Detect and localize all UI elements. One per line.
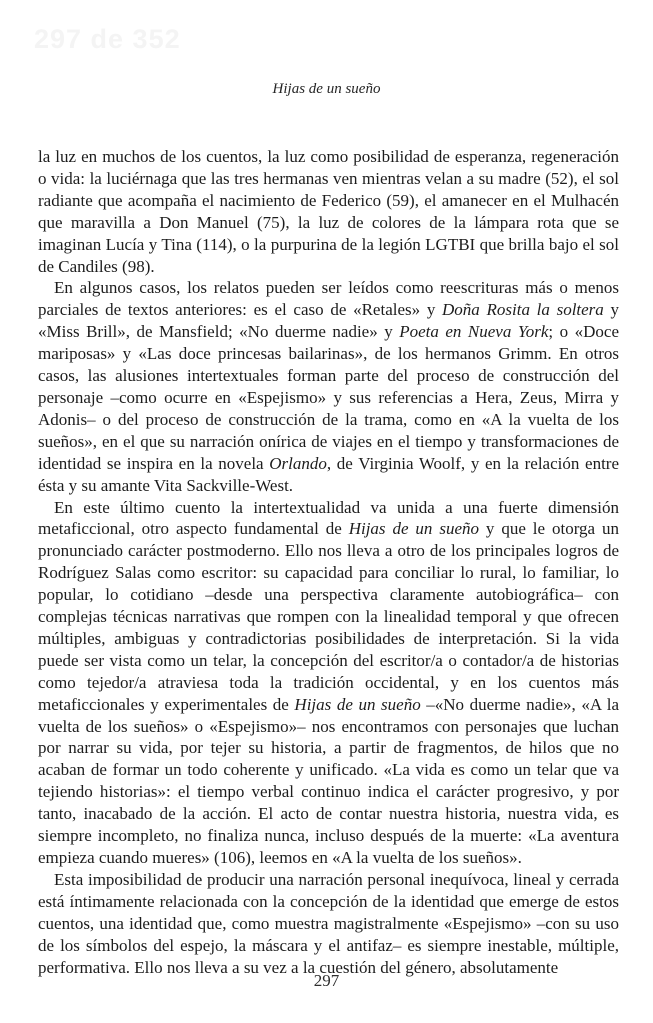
italic-text-run: Hijas de un sueño — [348, 519, 479, 539]
text-run: En este último cuento la intertextualidad va unida a una fuerte dimensión metaficcional, otro aspecto fundamental de — [38, 497, 619, 539]
text-run: –«No duerme nadie», «A la vuelta de los sueños» o «Espejismo»– nos encontramos con personajes que luchan por narrar su vida, por tejer su historia, a partir de fragmentos, de hilos que no acaban de formar un todo coherente y unificado. «La vida es como un telar que va tejiendo historias»: el tiempo verbal continuo indica el carácter progresivo, y por tanto, inacabado de la acción. El acto de contar nuestra historia, nuestra vida, es siempre incompleto, no finaliza nunca, incluso después de la muerte: «La aventura empieza cuando mueres» (106), leemos en «A la vuelta de los sueños». — [38, 694, 620, 867]
page-count-watermark: 297 de 352 — [34, 24, 181, 54]
paragraph — [38, 869, 619, 979]
page-body — [38, 146, 619, 978]
page-number: 297 — [313, 971, 340, 990]
text-run: En algunos casos, los relatos pueden ser leídos como reescrituras más o menos parciales de textos anteriores: es el caso de «Retales» y — [38, 278, 619, 320]
text-run: Esta imposibilidad de producir una narración personal inequívoca, lineal y cerrada está íntimamente relacionada con la concepción de la identidad que emerge de estos cuentos, una identidad que, como muestra magistralmente «Espejismo» –con su uso de los símbolos del espejo, la máscara y el antifaz– es siempre inestable, múltiple, performativa. Ello nos lleva a su vez a la cuestión del género, absolutamente — [38, 869, 619, 977]
italic-text-run: Doña Rosita la soltera — [442, 300, 604, 320]
paragraph — [38, 277, 619, 496]
italic-text-run: Orlando — [269, 453, 327, 473]
paragraph — [38, 146, 619, 277]
italic-text-run: Hijas de un sueño — [294, 694, 421, 714]
text-run: y «Miss Brill», de Mansfield; «No duerme nadie» y — [38, 300, 620, 342]
italic-text-run: Poeta en Nueva York — [399, 322, 549, 342]
text-run: y que le otorga un pronunciado carácter postmoderno. Ello nos lleva a otro de los principales logros de Rodríguez Salas como escritor: su capacidad para conciliar lo rural, lo familiar, lo popular, lo cotidiano –desde una perspectiva claramente autobiográfica– con complejas técnicas narrativas que rompen con la linealidad temporal y que ofrecen múltiples, ambiguas y contradictorias posibilidades de interpretación. Si la vida puede ser vista como un telar, la concepción del escritor/a o contador/a de historias como tejedor/a atraviesa toda la tradición occidental, y en los cuentos más metaficcionales y experimentales de — [38, 519, 620, 714]
paragraph — [38, 497, 619, 869]
running-header: Hijas de un sueño — [272, 81, 381, 97]
text-run: , de Virginia Woolf, y en la relación entre ésta y su amante Vita Sackville-West. — [38, 453, 619, 495]
text-run: la luz en muchos de los cuentos, la luz como posibilidad de esperanza, regeneración o vida: la luciérnaga que las tres hermanas ven mientras velan a su madre (52), el sol radiante que acompaña el nacimiento de Federico (59), el amanecer en el Mulhacén que maravilla a Don Manuel (75), la luz de colores de la lámpara rota que se imaginan Lucía y Tina (114), o la purpurina de la legión LGTBI que brilla bajo el sol de Candiles (98). — [38, 147, 619, 276]
text-run: ; o «Doce mariposas» y «Las doce princesas bailarinas», de los hermanos Grimm. En otros casos, las alusiones intertextuales forman parte del proceso de construcción del personaje –como ocurre en «Espejismo» y sus referencias a Hera, Zeus, Mirra y Adonis– o del proceso de construcción de la trama, como en «A la vuelta de los sueños», en el que su narración onírica de viajes en el tiempo y transformaciones de identidad se inspira en la novela — [38, 322, 620, 473]
